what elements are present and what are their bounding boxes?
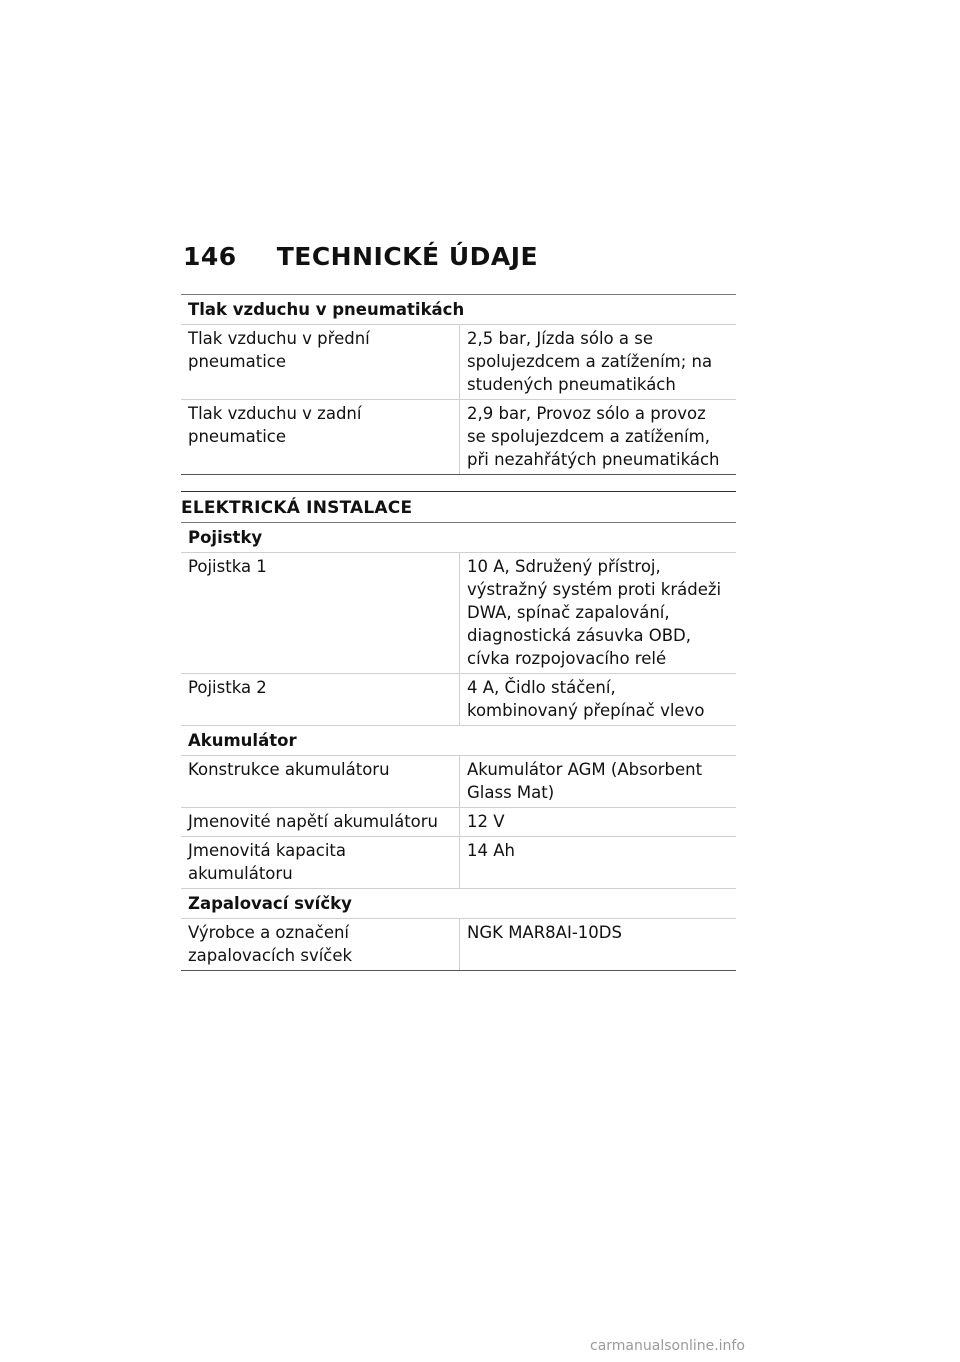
chapter-title: TECHNICKÉ ÚDAJE [276, 242, 539, 271]
row-label: Pojistka 1 [181, 553, 460, 674]
group-title: Tlak vzduchu v pneumatikách [181, 295, 736, 325]
row-label: Pojistka 2 [181, 674, 460, 726]
table-row [181, 553, 736, 674]
row-value: 2,5 bar, Jízda sólo a se spolujezdcem a zatížením; na studených pneumatikách [460, 325, 737, 400]
row-label: Konstrukce akumulátoru [181, 756, 460, 808]
row-label: Tlak vzduchu v zadní pneumatice [181, 400, 460, 475]
electrical-table [181, 522, 736, 971]
row-label: Výrobce a označení zapalovacích svíček [181, 919, 460, 971]
page-header [183, 242, 538, 271]
table-row [181, 756, 736, 808]
table-row [181, 919, 736, 971]
row-value: NGK MAR8AI-10DS [460, 919, 737, 971]
row-label: Jmenovitá kapacita akumulátoru [181, 837, 460, 889]
row-value: 14 Ah [460, 837, 737, 889]
row-label: Tlak vzduchu v přední pneumatice [181, 325, 460, 400]
group-title: Pojistky [181, 523, 736, 553]
row-label: Jmenovité napětí akumulátoru [181, 808, 460, 837]
table-group-header [181, 295, 736, 325]
page-number: 146 [183, 242, 237, 271]
table-group-header [181, 889, 736, 919]
watermark: carmanualsonline.info [590, 1338, 745, 1354]
table-row [181, 674, 736, 726]
table-row [181, 400, 736, 475]
row-value: 2,9 bar, Provoz sólo a provoz se spolujezdcem a zatížením, při nezahřátých pneumatikách [460, 400, 737, 475]
group-title: Akumulátor [181, 726, 736, 756]
table-row [181, 837, 736, 889]
table-group-header [181, 523, 736, 553]
row-value: 12 V [460, 808, 737, 837]
table-group-header [181, 726, 736, 756]
tire-pressure-table [181, 294, 736, 475]
row-value: 4 A, Čidlo stáčení, kombinovaný přepínač vlevo [460, 674, 737, 726]
content [181, 294, 736, 971]
table-row [181, 808, 736, 837]
table-row [181, 325, 736, 400]
section-title: ELEKTRICKÁ INSTALACE [181, 491, 736, 522]
group-title: Zapalovací svíčky [181, 889, 736, 919]
row-value: 10 A, Sdružený přístroj, výstražný systém proti krádeži DWA, spínač zapalování, diagnostická zásuvka OBD, cívka rozpojovacího relé [460, 553, 737, 674]
row-value: Akumulátor AGM (Absorbent Glass Mat) [460, 756, 737, 808]
